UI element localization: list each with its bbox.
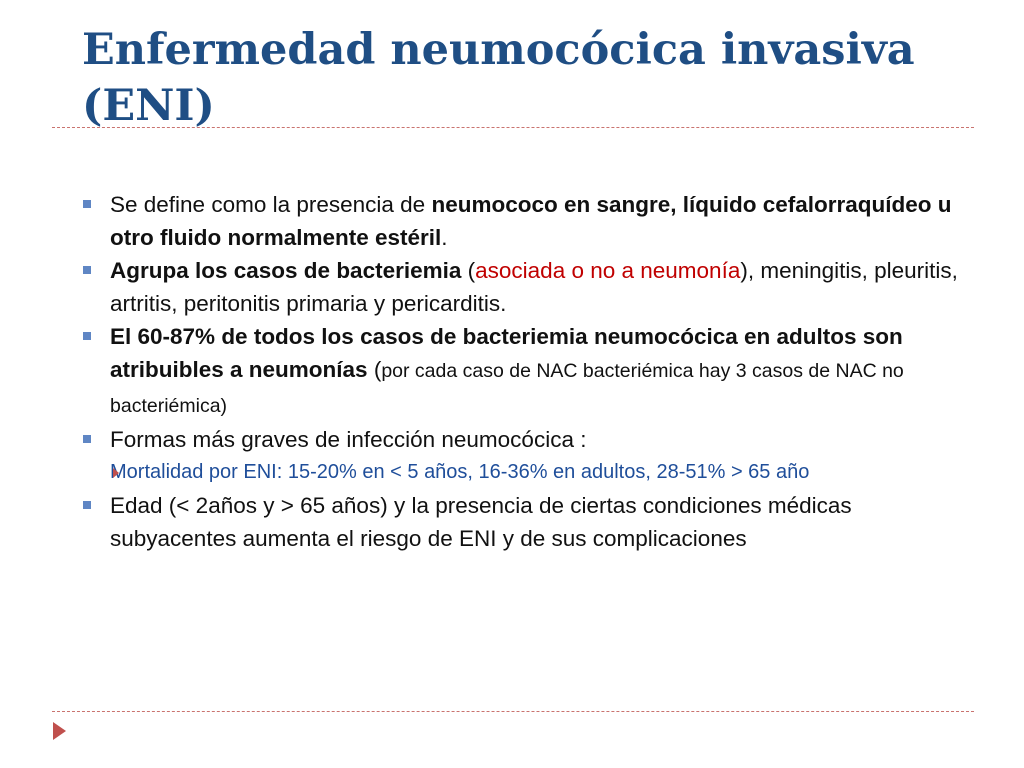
bullet-text: ), meningitis, pleuritis, artritis, peritonitis primaria y pericarditis. xyxy=(110,258,958,316)
title-divider xyxy=(52,127,974,128)
bullet-item xyxy=(80,254,970,320)
sub-bullet-text: Mortalidad por ENI: 15-20% en < 5 años, 16-36% en adultos, 28-51% > 65 año xyxy=(110,461,810,483)
bullet-bold-text: El 60-87% de todos los casos de bacteriemia neumocócica en adultos son atribuibles a neumonías xyxy=(110,324,903,382)
square-bullet-icon xyxy=(83,501,91,509)
bullet-text: Edad (< 2años y > 65 años) y la presencia de ciertas condiciones médicas subyacentes aumenta el riesgo de ENI y de sus complicaciones xyxy=(110,493,852,551)
bullet-item xyxy=(80,320,970,423)
triangle-arrow-icon xyxy=(113,468,119,478)
bullet-item xyxy=(80,423,970,456)
triangle-marker-icon xyxy=(53,722,66,740)
bullet-item xyxy=(80,188,970,254)
bullet-red-text: asociada o no a neumonía xyxy=(475,258,741,283)
bullet-bold-text: neumococo en sangre, líquido cefalorraquídeo u otro fluido normalmente estéril xyxy=(110,192,952,250)
bullet-text: ( xyxy=(367,357,382,382)
bullet-small-text: por cada caso de NAC bacteriémica hay 3 casos de NAC no bacteriémica) xyxy=(110,360,904,417)
square-bullet-icon xyxy=(83,332,91,340)
slide-title: Enfermedad neumocócica invasiva (ENI) xyxy=(82,25,915,131)
bullet-bold-text: Agrupa los casos de bacteriemia xyxy=(110,258,462,283)
square-bullet-icon xyxy=(83,200,91,208)
bullet-item xyxy=(80,489,970,555)
bullet-text: . xyxy=(441,225,448,250)
bullet-text: ( xyxy=(461,258,476,283)
bullet-list xyxy=(80,188,970,555)
square-bullet-icon xyxy=(83,435,91,443)
bullet-text: Se define como la presencia de xyxy=(110,192,432,217)
square-bullet-icon xyxy=(83,266,91,274)
sub-bullet-item xyxy=(80,456,970,489)
footer-divider xyxy=(52,711,974,712)
bullet-text: Formas más graves de infección neumocócica : xyxy=(110,427,587,452)
